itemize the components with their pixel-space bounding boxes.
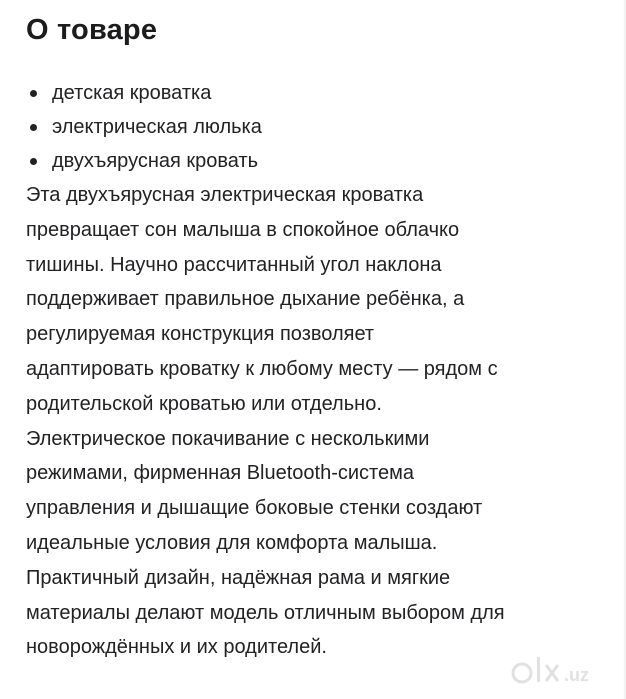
description-line: Эта двухъярусная электрическая кроватка	[26, 184, 424, 206]
bullet-dot-icon	[30, 90, 37, 97]
description-line: идеальные условия для комфорта малыша.	[26, 531, 438, 554]
feature-item-label: двухъярусная кровать	[52, 150, 259, 172]
watermark	[510, 649, 614, 689]
bullet-dot-icon	[30, 124, 37, 131]
description-line: адаптировать кроватку к любому месту — рядом с	[26, 357, 498, 380]
feature-list	[26, 76, 262, 178]
description-line: поддерживает правильное дыхание ребёнка, а	[26, 288, 465, 311]
description-line: режимами, фирменная Bluetooth-система	[26, 462, 414, 485]
description-line: тишины. Научно рассчитанный угол наклона	[26, 253, 442, 276]
description-line: управления и дышащие боковые стенки создают	[26, 497, 483, 520]
description-line: материалы делают модель отличным выбором для	[26, 601, 505, 624]
olx-logo-icon	[510, 649, 614, 689]
description-line: новорождённых и их родителей.	[26, 636, 327, 659]
feature-item	[26, 110, 262, 144]
section-title: О товаре	[26, 14, 158, 46]
description-line: родительской кроватью или отдельно.	[26, 392, 382, 415]
product-description	[26, 178, 601, 665]
description-line: превращает сон малыша в спокойное облачко	[26, 218, 460, 241]
feature-item	[26, 76, 262, 110]
feature-item-label: электрическая люлька	[52, 116, 262, 138]
feature-item	[26, 144, 262, 178]
description-line: регулируемая конструкция позволяет	[26, 323, 375, 346]
feature-item-label: детская кроватка	[52, 82, 212, 104]
watermark-text: .uz	[564, 665, 589, 685]
bullet-dot-icon	[30, 158, 37, 165]
description-line: Практичный дизайн, надёжная рама и мягкие	[26, 566, 451, 589]
description-line: Электрическое покачивание с несколькими	[26, 427, 430, 450]
